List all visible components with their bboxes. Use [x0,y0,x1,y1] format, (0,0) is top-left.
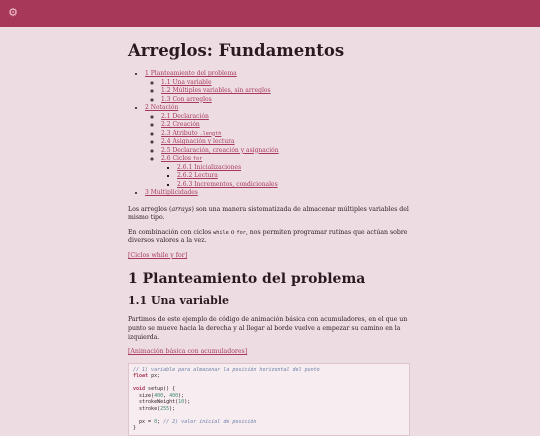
toc-item [145,70,410,104]
gear-pair-icon[interactable]: ⚙ [8,6,18,19]
code-text: px; [148,373,161,380]
toc-link-code: .length [199,130,222,137]
toc-link-1[interactable]: 1 Planteamiento del problema [145,70,237,77]
toc-item [161,155,410,189]
intro-paragraph-2 [128,229,410,246]
code-text: , [163,392,170,399]
code-line [133,425,405,432]
main-content [128,40,410,436]
toc-link-label: 2.6 Ciclos [161,155,191,162]
toc-item [161,79,410,88]
inline-code: while [213,229,229,236]
section-heading: 1 Planteamiento del problema [128,271,366,288]
toc-link-2-1[interactable]: 2.1 Declaración [161,112,209,120]
emphasis: arrays [171,205,192,213]
text: En combinación con ciclos [128,228,214,236]
page-title: Arreglos: Fundamentos [128,41,345,60]
intro-paragraph-1 [128,206,410,223]
toc-item [161,138,410,147]
code-number: 400 [169,392,179,399]
toc-link-1-3[interactable]: 1.3 Con arreglos [161,95,212,103]
toc-item [177,181,410,190]
toc-link-2-5[interactable]: 2.5 Declaración, creación y asignación [161,146,279,154]
code-block[interactable] [128,363,410,436]
toc-item [161,87,410,96]
code-number: 400 [154,392,164,399]
toc-item [177,172,410,181]
code-text: } [133,425,137,432]
code-text: stroke( [133,405,161,412]
toc-item [145,104,410,189]
text: ) son una manera sistematizada de almacenar múltiples variables del mismo tipo. [128,205,409,222]
toc-link-2-2[interactable]: 2.2 Creación [161,121,200,128]
code-comment: // 1) variable para almacenar la posición horizontal del punto [133,366,320,373]
link-paragraph [128,348,410,357]
toc-link-2-6-3[interactable]: 2.6.3 Incrementos, condicionales [177,180,278,188]
inline-code: for [236,229,246,236]
code-text: px = [133,418,155,425]
toc-item [161,121,410,130]
code-number: 0 [154,418,158,425]
code-text: setup() { [145,386,176,393]
code-number: 255 [160,405,170,412]
toc-item [161,96,410,105]
toc-link-1-2[interactable]: 1.2 Múltiples variables, sin arreglos [161,87,271,94]
toc-link-2-4[interactable]: 2.4 Asignación y lectura [161,138,235,145]
text: o [228,228,237,236]
code-text: strokeWeight( [133,399,179,406]
subsection-heading: 1.1 Una variable [128,294,230,308]
toc-item [177,164,410,173]
toc-link-1-1[interactable]: 1.1 Una variable [161,78,212,86]
code-keyword: void [133,386,146,393]
toc-item [161,130,410,139]
loops-link[interactable]: [Ciclos while y for] [128,251,188,259]
toc-link-code: for [192,156,203,162]
toc-link-label: 2.3 Atributo [161,129,198,137]
top-bar [0,0,540,27]
code-text: ); [169,405,176,412]
code-text: ); [184,399,191,406]
toc-item [161,113,410,122]
toc-item [161,147,410,156]
code-number: 10 [178,399,185,406]
table-of-contents [128,70,410,198]
toc-link-2-6[interactable] [161,155,202,162]
toc-link-2-6-2[interactable]: 2.6.2 Lectura [177,172,218,179]
toc-item [145,189,410,198]
code-text: ; [157,418,164,425]
toc-link-3[interactable]: 3 Multiplicidades [145,189,198,196]
code-text: ); [178,392,185,399]
link-paragraph [128,252,410,261]
toc-link-2-3[interactable] [161,130,221,137]
text: , nos permiten programar rutinas que actúan sobre diversos valores a la vez. [128,228,408,245]
text: Los arreglos ( [128,205,172,213]
code-comment: // 2) valor inicial de posición [163,418,257,425]
code-keyword: float [133,373,149,380]
animation-link[interactable]: [Animación básica con acumuladores] [128,348,248,356]
code-text: size( [133,392,155,399]
toc-link-2-6-1[interactable]: 2.6.1 Inicializaciones [177,163,242,171]
toc-link-2[interactable]: 2 Notación [145,104,179,111]
section-paragraph: Partimos de este ejemplo de código de animación básica con acumuladores, en el que un punto se mueve hacia la derecha y al llegar al borde vuelve a empezar su camino en la izquierda. [128,316,408,341]
